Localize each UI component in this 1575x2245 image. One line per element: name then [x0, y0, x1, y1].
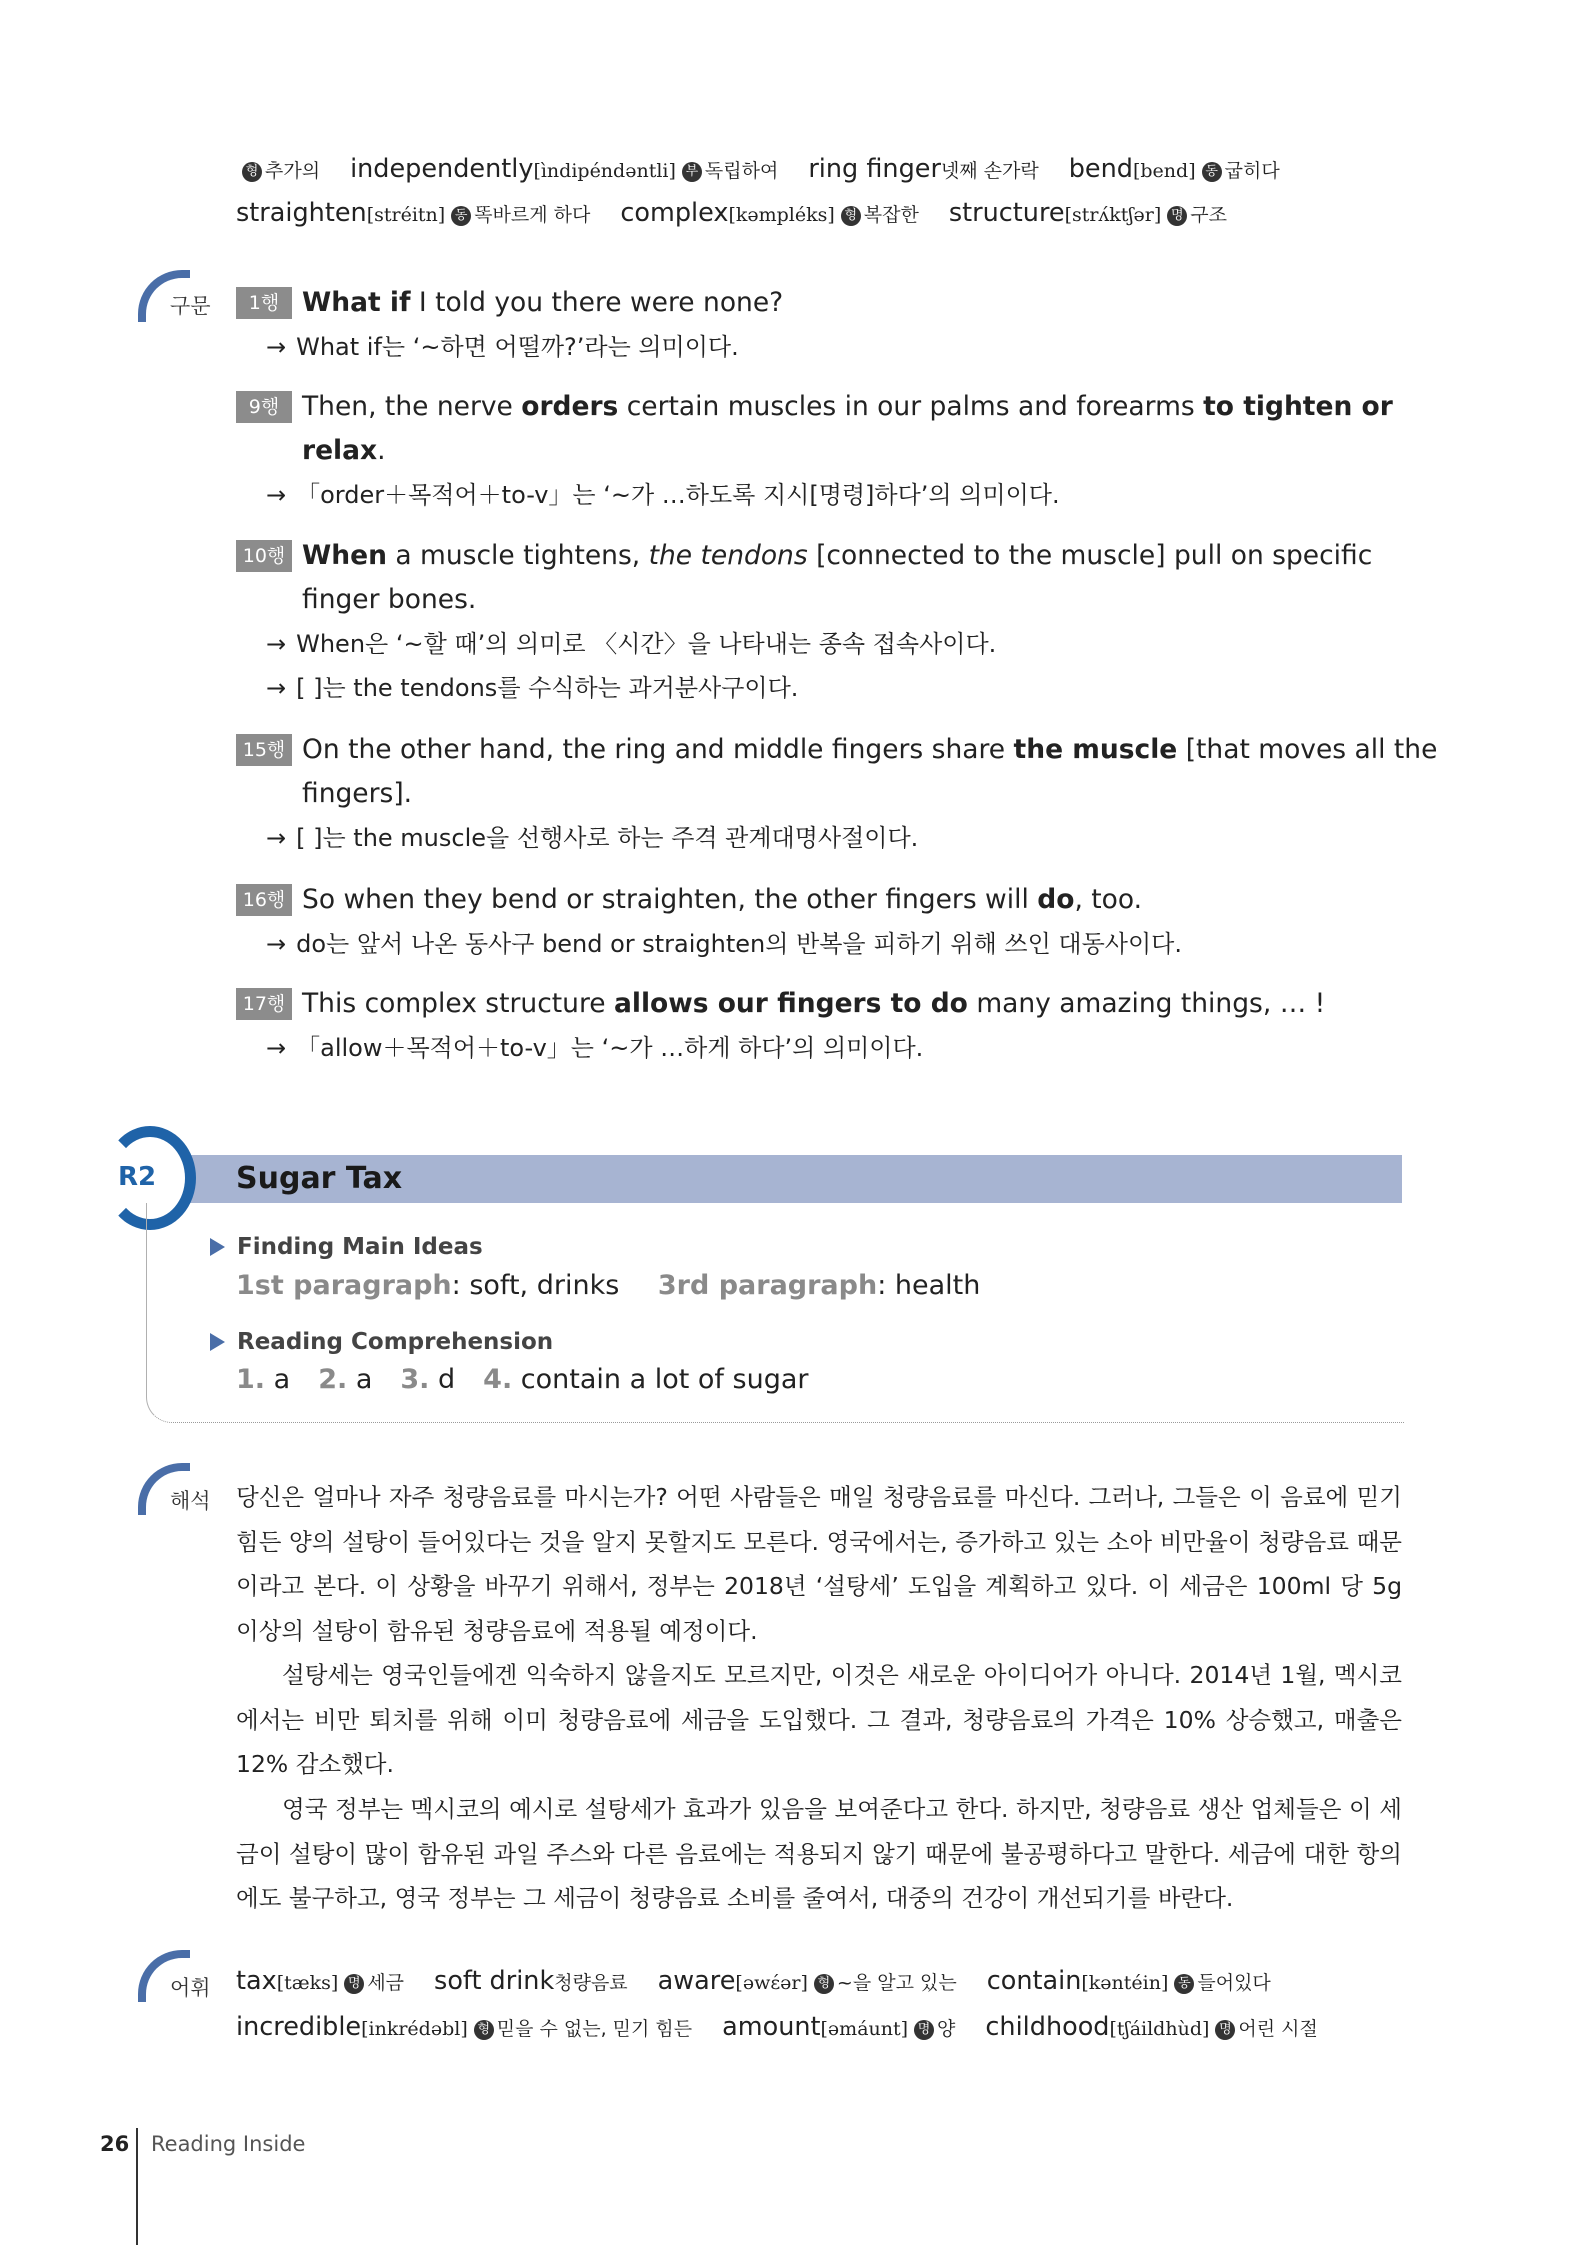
syntax-note-text: What if는 ‘~하면 어떨까?’라는 의미이다.	[296, 333, 739, 361]
syntax-line-badge: 16행	[236, 884, 292, 916]
vocab-meaning: 굽히다	[1224, 160, 1280, 182]
vocab-word: soft drink	[434, 1966, 555, 1996]
translation-paragraph-1: 당신은 얼마나 자주 청량음료를 마시는가? 어떤 사람들은 매일 청량음료를 마신다. 그러나, 그들은 이 음료에 믿기 힘든 양의 설탕이 들어있다는 것을 알지 못할지도 모른다. 영국에서는, 증가하고 있는 소아 비만율이 청량음료 때문이라고 본다. 이 상황을 바꾸기 위해서, 정부는 2018년 ‘설탕세’ 도입을 계획하고 있다. 이 세금은 100ml 당 5g 이상의 설탕이 함유된 청량음료에 적용될 예정이다.	[236, 1483, 1402, 1645]
syntax-note	[266, 478, 1060, 512]
vocab-entry	[620, 198, 919, 228]
syntax-note	[266, 821, 918, 855]
vocab-word: complex	[620, 198, 729, 228]
syntax-line-badge: 10행	[236, 540, 292, 572]
syntax-sentence-line: fingers].	[302, 778, 413, 809]
vocab-word: incredible	[236, 2012, 362, 2042]
vocab-meaning: 추가의	[265, 160, 321, 182]
comprehension-heading: Reading Comprehension	[210, 1329, 553, 1355]
vocab-entry	[722, 2012, 955, 2042]
syntax-sentence-line: What if I told you there were none?	[302, 287, 784, 318]
answer-value: d	[429, 1364, 456, 1395]
vocab-bottom-line-2	[236, 2010, 1348, 2046]
vocab-entry	[1069, 154, 1280, 184]
vocab-pronunciation: [inkrédəbl]	[361, 2018, 468, 2040]
vocab-entry	[985, 2012, 1317, 2042]
triangle-bullet-icon	[210, 1238, 225, 1256]
comprehension-answer	[236, 1364, 290, 1395]
paragraph-3-label: 3rd paragraph	[657, 1270, 878, 1301]
answer-number: 4.	[483, 1364, 513, 1395]
vocab-pos-badge: 형	[814, 1974, 834, 1994]
vocab-meaning: 세금	[367, 1972, 405, 1994]
vocab-entry	[987, 1966, 1271, 1996]
syntax-note-text: 「allow＋목적어＋to-v」는 ‘~가 …하게 하다’의 의미이다.	[296, 1034, 924, 1062]
syntax-note-text: do는 앞서 나온 동사구 bend or straighten의 반복을 피하기 위해 쓰인 대동사이다.	[296, 930, 1182, 958]
vocab-pronunciation: [tæks]	[276, 1972, 339, 1994]
syntax-sentence-line: This complex structure allows our fingers to do many amazing things, … !	[302, 988, 1326, 1019]
vocab-meaning: 어린 시절	[1238, 2018, 1318, 2040]
vocab-entry	[236, 154, 320, 184]
vocab-pos-badge: 명	[344, 1974, 364, 1994]
vocab-pronunciation: [stréitn]	[366, 204, 446, 226]
answer-value: a	[347, 1364, 373, 1395]
arrow-right-icon: →	[266, 930, 287, 958]
vocab-section-label: 어휘	[170, 1976, 211, 2000]
syntax-sentence-line: On the other hand, the ring and middle fingers share the muscle [that moves all the	[302, 734, 1438, 765]
vocab-word: childhood	[985, 2012, 1110, 2042]
vocab-pos-badge: 부	[682, 162, 702, 182]
answer-value: a	[265, 1364, 291, 1395]
syntax-line-badge: 17행	[236, 988, 292, 1020]
comprehension-answer	[400, 1364, 455, 1395]
vocab-pronunciation: [kəntéin]	[1081, 1972, 1169, 1994]
arrow-right-icon: →	[266, 333, 287, 361]
syntax-sentence-line: finger bones.	[302, 584, 477, 615]
vocab-meaning: 청량음료	[554, 1972, 628, 1994]
vocab-word: bend	[1068, 154, 1133, 184]
answer-number: 1.	[236, 1364, 266, 1395]
vocab-bottom-line-1	[236, 1964, 1301, 2000]
vocab-entry	[808, 154, 1038, 184]
syntax-sentence-line: When a muscle tightens, the tendons [connected to the muscle] pull on specific	[302, 540, 1373, 571]
vocab-top-line-1	[236, 152, 1310, 188]
syntax-note-text: [ ]는 the tendons를 수식하는 과거분사구이다.	[296, 674, 799, 702]
vocab-pronunciation: [tʃáildhùd]	[1109, 2018, 1210, 2040]
book-title: Reading Inside	[151, 2132, 306, 2156]
vocab-pos-badge: 명	[1167, 206, 1187, 226]
syntax-line-badge: 15행	[236, 734, 292, 766]
vocab-pronunciation: [kəmpléks]	[728, 204, 835, 226]
arrow-right-icon: →	[266, 1034, 287, 1062]
vocab-pronunciation: [ìndipéndəntli]	[533, 160, 676, 182]
vocab-word: structure	[948, 198, 1065, 228]
footer-divider	[136, 2128, 138, 2245]
arrow-right-icon: →	[266, 674, 287, 702]
vocab-pos-badge: 동	[451, 206, 471, 226]
main-ideas-answers	[236, 1268, 980, 1304]
syntax-note	[266, 671, 798, 705]
vocab-pos-badge: 명	[1215, 2020, 1235, 2040]
paragraph-3-answer: : health	[877, 1270, 981, 1301]
syntax-note-text: 「order＋목적어＋to-v」는 ‘~가 …하도록 지시[명령]하다’의 의미이다.	[296, 481, 1060, 509]
vocab-meaning: 독립하여	[704, 160, 779, 182]
vocab-entry	[236, 198, 590, 228]
page-number: 26	[100, 2132, 130, 2156]
vocab-meaning: 들어있다	[1197, 1972, 1271, 1994]
vocab-word: aware	[657, 1966, 736, 1996]
vocab-entry	[949, 198, 1227, 228]
vocab-word: amount	[722, 2012, 821, 2042]
vocab-word: straighten	[236, 198, 367, 228]
vocab-pos-badge: 형	[474, 2020, 494, 2040]
syntax-line-badge: 1행	[236, 287, 292, 319]
vocab-pronunciation: [strʌ́ktʃər]	[1064, 204, 1162, 226]
vocab-word: independently	[350, 154, 534, 184]
r2-badge-label: R2	[118, 1162, 157, 1192]
vocab-meaning: 똑바르게 하다	[474, 204, 591, 226]
arrow-right-icon: →	[266, 824, 287, 852]
vocab-entry	[350, 154, 778, 184]
triangle-bullet-icon	[210, 1333, 225, 1351]
translation-paragraph-3: 영국 정부는 멕시코의 예시로 설탕세가 효과가 있음을 보여준다고 한다. 하지만, 청량음료 생산 업체들은 이 세금이 설탕이 많이 함유된 과일 주스와 다른 음료에는 적용되지 않기 때문에 불공평하다고 말한다. 세금에 대한 항의에도 불구하고, 영국 정부는 그 세금이 청량음료 소비를 줄여서, 대중의 건강이 개선되기를 바란다.	[236, 1795, 1402, 1912]
syntax-sentence-line: Then, the nerve orders certain muscles in our palms and forearms to tighten or	[302, 391, 1393, 422]
arrow-right-icon: →	[266, 481, 287, 509]
vocab-pos-badge: 형	[242, 162, 262, 182]
comprehension-answer	[483, 1364, 808, 1395]
translation-section-label: 해석	[170, 1489, 211, 1513]
syntax-note	[266, 927, 1182, 961]
comprehension-answer	[318, 1364, 372, 1395]
main-ideas-heading: Finding Main Ideas	[210, 1234, 483, 1260]
translation-paragraph-2: 설탕세는 영국인들에겐 익숙하지 않을지도 모르지만, 이것은 새로운 아이디어가 아니다. 2014년 1월, 멕시코에서는 비만 퇴치를 위해 이미 청량음료에 세금을 도입했다. 그 결과, 청량음료의 가격은 10% 상승했고, 매출은 12% 감소했다.	[236, 1661, 1402, 1778]
paragraph-1-answer: : soft, drinks	[451, 1270, 620, 1301]
comprehension-answers	[236, 1362, 808, 1398]
syntax-line-badge: 9행	[236, 391, 292, 423]
vocab-pronunciation: [əmáunt]	[820, 2018, 909, 2040]
syntax-note	[266, 627, 996, 661]
syntax-section-label: 구문	[170, 294, 211, 318]
answer-value: contain a lot of sugar	[512, 1364, 809, 1395]
syntax-note-text: When은 ‘~할 때’의 의미로 〈시간〉을 나타내는 종속 접속사이다.	[296, 630, 997, 658]
vocab-entry	[434, 1966, 628, 1996]
vocab-meaning: ~을 알고 있는	[836, 1972, 957, 1994]
vocab-word: ring finger	[808, 154, 941, 184]
vocab-meaning: 넷째 손가락	[940, 160, 1039, 182]
vocab-pos-badge: 형	[841, 206, 861, 226]
vocab-entry	[658, 1966, 957, 1996]
answer-number: 3.	[400, 1364, 430, 1395]
syntax-sentence-line: So when they bend or straighten, the other fingers will do, too.	[302, 884, 1143, 915]
syntax-note	[266, 330, 739, 364]
vocab-pos-badge: 명	[914, 2020, 934, 2040]
vocab-word: tax	[236, 1966, 277, 1996]
vocab-pronunciation: [bend]	[1132, 160, 1196, 182]
paragraph-1-label: 1st paragraph	[236, 1270, 452, 1301]
syntax-note-text: [ ]는 the muscle을 선행사로 하는 주격 관계대명사절이다.	[296, 824, 919, 852]
answer-number: 2.	[318, 1364, 348, 1395]
syntax-sentence-line: relax.	[302, 435, 386, 466]
vocab-entry	[236, 1966, 404, 1996]
vocab-entry	[236, 2012, 692, 2042]
vocab-meaning: 구조	[1190, 204, 1227, 226]
vocab-word: contain	[986, 1966, 1082, 1996]
section-title: Sugar Tax	[236, 1161, 403, 1196]
syntax-note	[266, 1031, 923, 1065]
vocab-meaning: 복잡한	[863, 204, 919, 226]
vocab-top-line-2	[236, 196, 1257, 232]
vocab-pos-badge: 동	[1202, 162, 1222, 182]
vocab-meaning: 믿을 수 없는, 믿기 힘든	[496, 2018, 693, 2040]
vocab-pronunciation: [əwέər]	[735, 1972, 808, 1994]
vocab-meaning: 양	[937, 2018, 956, 2040]
arrow-right-icon: →	[266, 630, 287, 658]
vocab-pos-badge: 동	[1174, 1974, 1194, 1994]
